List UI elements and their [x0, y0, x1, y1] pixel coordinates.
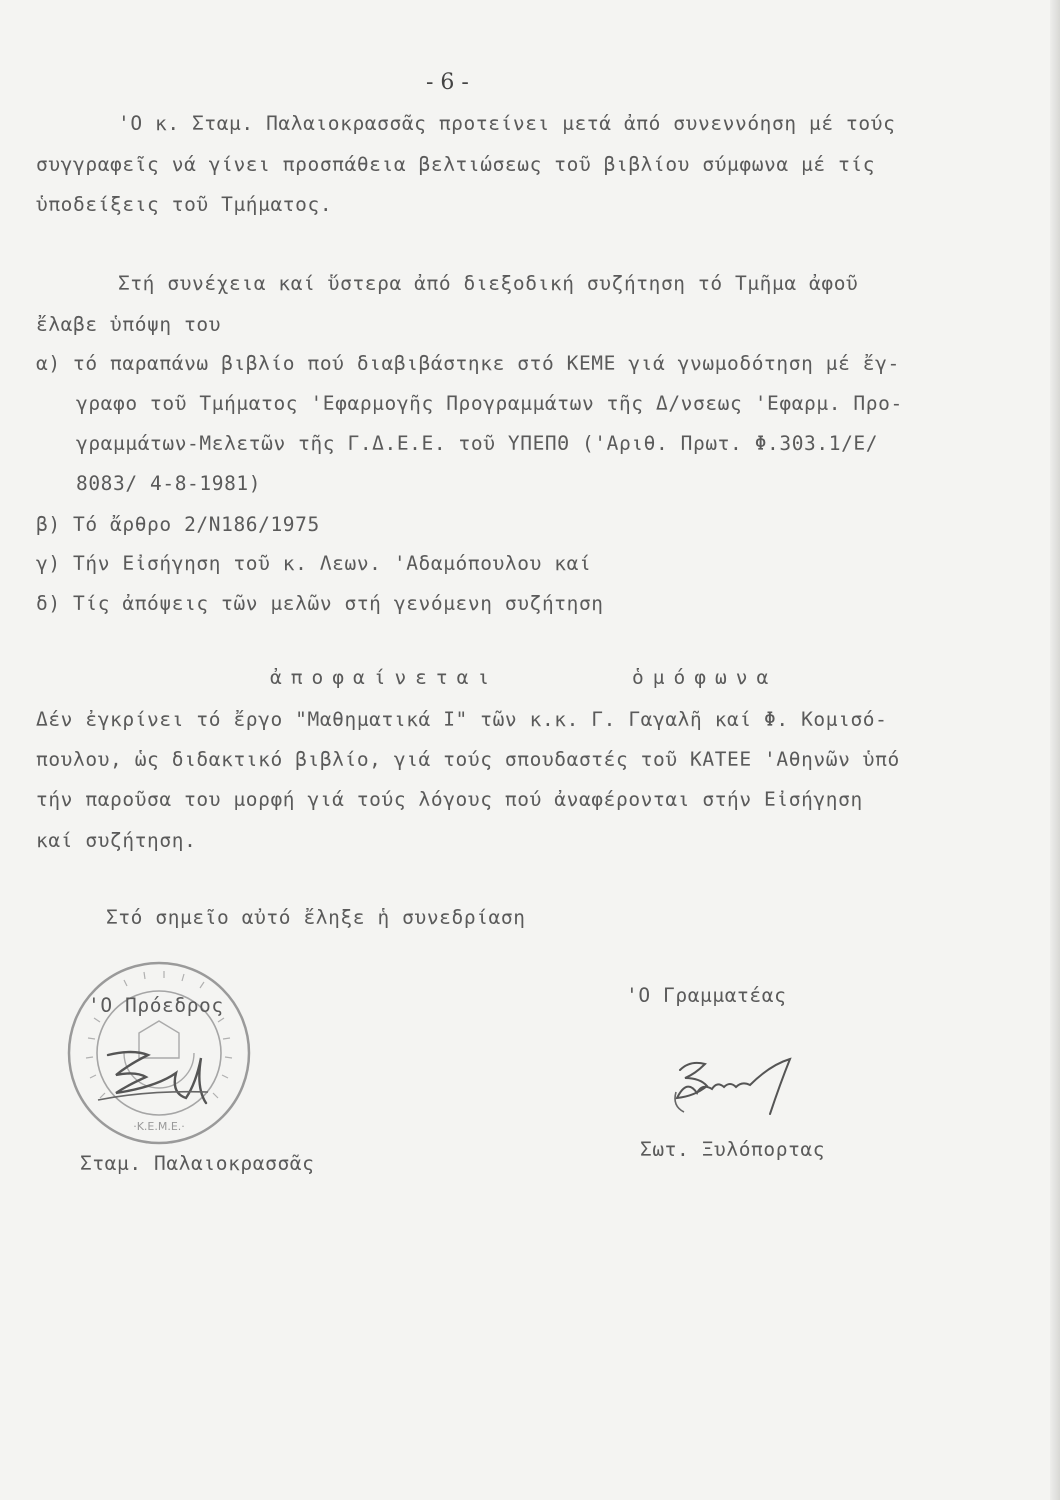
page-number: - 6 -: [426, 70, 469, 95]
decision-line-4: καί συζήτηση.: [36, 829, 197, 852]
decision-heading-word-2: ὁμόφωνα: [632, 666, 778, 689]
paragraph2-line-1: Στή συνέχεια καί ὕστερα ἀπό διεξοδική συζήτηση τό Τμῆμα ἀφοῦ: [118, 272, 859, 295]
president-title: 'Ο Πρόεδρος: [88, 994, 224, 1017]
decision-line-1: Δέν ἐγκρίνει τό ἔργο "Μαθηματικά Ι" τῶν κ.κ. Γ. Γαγαλῆ καί Φ. Κομισό-: [36, 708, 888, 731]
page-edge: [1050, 0, 1060, 1500]
paragraph2-line-2: ἔλαβε ὑπόψη του: [36, 313, 222, 336]
decision-line-2: πουλου, ὡς διδακτικό βιβλίο, γιά τούς σπουδαστές τοῦ ΚΑΤΕΕ 'Αθηνῶν ὑπό: [36, 748, 900, 771]
item-a-line-1: α) τό παραπάνω βιβλίο πού διαβιβάστηκε στό ΚΕΜΕ γιά γνωμοδότηση μέ ἔγ-: [36, 352, 900, 375]
item-a-line-2: γραφο τοῦ Τμήματος 'Εφαρμογῆς Προγραμμάτων τῆς Δ/νσεως 'Εφαρμ. Προ-: [76, 392, 903, 415]
item-d: δ) Τίς ἀπόψεις τῶν μελῶν στή γενόμενη συζήτηση: [36, 592, 604, 615]
secretary-title: 'Ο Γραμματέας: [626, 984, 787, 1007]
paragraph1-line-3: ὑποδείξεις τοῦ Τμήματος.: [36, 193, 333, 216]
secretary-name: Σωτ. Ξυλόπορτας: [640, 1138, 826, 1161]
svg-text:·Κ.Ε.Μ.Ε.·: ·Κ.Ε.Μ.Ε.·: [133, 1120, 185, 1133]
item-a-line-4: 8083/ 4-8-1981): [76, 472, 262, 495]
president-signature: [88, 1040, 218, 1120]
decision-line-3: τήν παροῦσα του μορφή γιά τούς λόγους πού ἀναφέρονται στήν Εἰσήγηση: [36, 788, 863, 811]
item-b: β) Τό ἄρθρο 2/Ν186/1975: [36, 513, 320, 536]
paragraph1-line-2: συγγραφεῖς νά γίνει προσπάθεια βελτιώσεως τοῦ βιβλίου σύμφωνα μέ τίς: [36, 153, 876, 176]
secretary-signature: [660, 1040, 840, 1130]
item-a-line-3: γραμμάτων-Μελετῶν τῆς Γ.Δ.Ε.Ε. τοῦ ΥΠΕΠΘ ('Αριθ. Πρωτ. Φ.303.1/Ε/: [76, 432, 879, 455]
president-name: Σταμ. Παλαιοκρασσᾶς: [80, 1152, 315, 1175]
decision-heading-word-1: ἀποφαίνεται: [270, 666, 499, 689]
paragraph1-line-1: 'Ο κ. Σταμ. Παλαιοκρασσᾶς προτείνει μετά ἀπό συνεννόηση μέ τούς: [118, 112, 896, 135]
item-c: γ) Τήν Εἰσήγηση τοῦ κ. Λεων. 'Αδαμόπουλου καί: [36, 552, 592, 575]
closing-statement: Στό σημεῖο αὐτό ἔληξε ἡ συνεδρίαση: [106, 906, 526, 929]
